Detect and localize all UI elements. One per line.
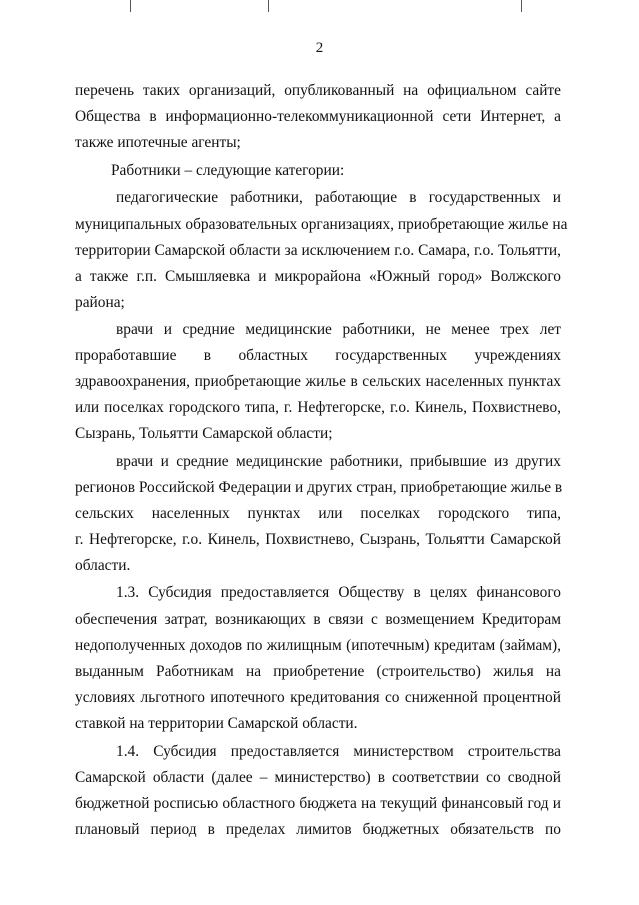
text-line: бюджетной росписью областного бюджета на текущий финансовый год и	[75, 795, 561, 812]
scan-edge-mark	[130, 0, 131, 12]
text-line: Общества в информационно-телекоммуникационной сети Интернет, а	[75, 108, 561, 125]
text-line: перечень таких организаций, опубликованный на официальном сайте	[75, 82, 561, 99]
text-line: выданным Работникам на приобретение (строительство) жилья на	[75, 663, 561, 680]
text-line: муниципальных образовательных организациях, приобретающие жилье на	[75, 216, 568, 233]
text-line: 1.3. Субсидия предоставляется Обществу в целях финансового	[116, 584, 561, 601]
text-line: регионов Российской Федерации и других стран, приобретающие жилье в	[75, 479, 563, 496]
text-line: плановый период в пределах лимитов бюджетных обязательств по	[75, 821, 561, 838]
text-line: педагогические работники, работающие в государственных и	[116, 189, 561, 206]
text-line: а также г.п. Смышляевка и микрорайона «Южный город» Волжского	[75, 268, 561, 285]
scan-edge-mark	[521, 0, 522, 12]
text-line: сельских населенных пунктах или поселках городского типа,	[75, 505, 561, 522]
text-line: врачи и средние медицинские работники, не менее трех лет	[116, 321, 561, 338]
text-line: ставкой на территории Самарской области.	[75, 715, 358, 732]
text-line: врачи и средние медицинские работники, прибывшие из других	[116, 453, 561, 470]
scan-edge-mark	[268, 0, 269, 12]
text-line: 1.4. Субсидия предоставляется министерством строительства	[116, 743, 561, 760]
text-line: также ипотечные агенты;	[75, 134, 241, 151]
text-line: или поселках городского типа, г. Нефтегорске, г.о. Кинель, Похвистнево,	[75, 399, 561, 416]
text-line: области.	[75, 557, 131, 574]
page-number: 2	[315, 40, 324, 56]
text-line: района;	[75, 294, 125, 311]
text-line: проработавшие в областных государственных учреждениях	[75, 347, 561, 364]
text-line: территории Самарской области за исключением г.о. Самара, г.о. Тольятти,	[75, 242, 561, 259]
text-line: здравоохранения, приобретающие жилье в сельских населенных пунктах	[75, 373, 561, 390]
text-line: недополученных доходов по жилищным (ипотечным) кредитам (займам),	[75, 637, 561, 654]
text-line: г. Нефтегорске, г.о. Кинель, Похвистнево, Сызрань, Тольятти Самарской	[75, 531, 561, 548]
text-line: условиях льготного ипотечного кредитования со сниженной процентной	[75, 689, 561, 706]
text-line: Сызрань, Тольятти Самарской области;	[75, 425, 333, 442]
text-line: Работники – следующие категории:	[111, 162, 345, 179]
text-line: Самарской области (далее – министерство) в соответствии со сводной	[75, 769, 561, 786]
text-line: обеспечения затрат, возникающих в связи с возмещением Кредиторам	[75, 611, 561, 628]
